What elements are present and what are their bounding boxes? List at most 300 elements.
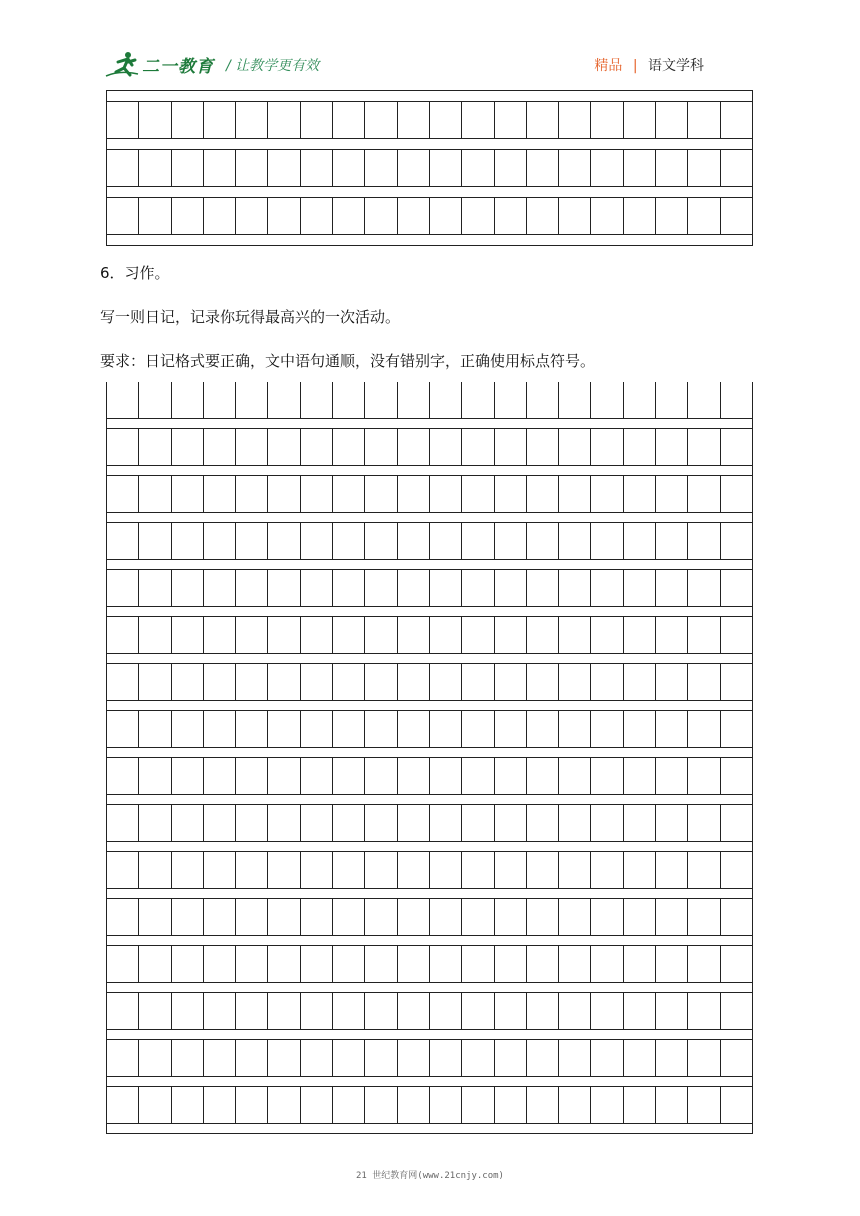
grid-cell[interactable] <box>365 570 397 606</box>
grid-cell[interactable] <box>333 382 365 418</box>
grid-cell[interactable] <box>107 758 139 794</box>
grid-cell[interactable] <box>139 570 171 606</box>
grid-cell[interactable] <box>398 198 430 234</box>
grid-cell[interactable] <box>139 946 171 982</box>
grid-cell[interactable] <box>365 805 397 841</box>
grid-cell[interactable] <box>495 993 527 1029</box>
grid-cell[interactable] <box>398 617 430 653</box>
grid-cell[interactable] <box>591 617 623 653</box>
grid-cell[interactable] <box>721 476 752 512</box>
grid-cell[interactable] <box>462 429 494 465</box>
grid-cell[interactable] <box>204 617 236 653</box>
grid-cell[interactable] <box>591 102 623 138</box>
grid-cell[interactable] <box>656 805 688 841</box>
grid-cell[interactable] <box>721 617 752 653</box>
grid-cell[interactable] <box>527 946 559 982</box>
grid-cell[interactable] <box>236 102 268 138</box>
grid-cell[interactable] <box>559 899 591 935</box>
grid-cell[interactable] <box>495 102 527 138</box>
grid-cell[interactable] <box>430 758 462 794</box>
grid-cell[interactable] <box>559 664 591 700</box>
grid-cell[interactable] <box>591 523 623 559</box>
grid-cell[interactable] <box>527 899 559 935</box>
grid-cell[interactable] <box>624 102 656 138</box>
grid-cell[interactable] <box>462 852 494 888</box>
grid-cell[interactable] <box>430 476 462 512</box>
grid-cell[interactable] <box>398 993 430 1029</box>
grid-cell[interactable] <box>559 758 591 794</box>
grid-cell[interactable] <box>527 711 559 747</box>
grid-cell[interactable] <box>365 711 397 747</box>
grid-cell[interactable] <box>591 852 623 888</box>
grid-cell[interactable] <box>624 617 656 653</box>
grid-cell[interactable] <box>656 429 688 465</box>
grid-cell[interactable] <box>656 758 688 794</box>
grid-cell[interactable] <box>107 664 139 700</box>
grid-cell[interactable] <box>365 523 397 559</box>
grid-cell[interactable] <box>495 1040 527 1076</box>
grid-cell[interactable] <box>656 664 688 700</box>
grid-cell[interactable] <box>559 1087 591 1123</box>
grid-cell[interactable] <box>721 758 752 794</box>
grid-cell[interactable] <box>430 852 462 888</box>
grid-cell[interactable] <box>333 758 365 794</box>
grid-cell[interactable] <box>624 570 656 606</box>
grid-cell[interactable] <box>688 758 720 794</box>
grid-cell[interactable] <box>301 1087 333 1123</box>
grid-cell[interactable] <box>559 382 591 418</box>
grid-cell[interactable] <box>268 664 300 700</box>
grid-cell[interactable] <box>204 570 236 606</box>
grid-cell[interactable] <box>462 758 494 794</box>
grid-cell[interactable] <box>172 1040 204 1076</box>
grid-cell[interactable] <box>172 852 204 888</box>
grid-cell[interactable] <box>398 150 430 186</box>
grid-cell[interactable] <box>365 899 397 935</box>
grid-cell[interactable] <box>204 899 236 935</box>
grid-cell[interactable] <box>462 1040 494 1076</box>
grid-cell[interactable] <box>204 664 236 700</box>
grid-cell[interactable] <box>688 476 720 512</box>
grid-cell[interactable] <box>688 382 720 418</box>
grid-cell[interactable] <box>107 150 139 186</box>
grid-cell[interactable] <box>333 102 365 138</box>
grid-cell[interactable] <box>301 523 333 559</box>
grid-cell[interactable] <box>107 198 139 234</box>
grid-cell[interactable] <box>172 570 204 606</box>
grid-cell[interactable] <box>559 1040 591 1076</box>
grid-cell[interactable] <box>107 382 139 418</box>
grid-cell[interactable] <box>139 382 171 418</box>
grid-cell[interactable] <box>398 476 430 512</box>
grid-cell[interactable] <box>333 664 365 700</box>
grid-cell[interactable] <box>236 664 268 700</box>
grid-cell[interactable] <box>624 476 656 512</box>
grid-cell[interactable] <box>398 523 430 559</box>
grid-cell[interactable] <box>268 711 300 747</box>
grid-cell[interactable] <box>107 102 139 138</box>
grid-cell[interactable] <box>430 617 462 653</box>
grid-cell[interactable] <box>139 711 171 747</box>
grid-cell[interactable] <box>365 429 397 465</box>
grid-cell[interactable] <box>107 946 139 982</box>
grid-cell[interactable] <box>656 102 688 138</box>
grid-cell[interactable] <box>721 664 752 700</box>
grid-cell[interactable] <box>172 758 204 794</box>
grid-cell[interactable] <box>139 805 171 841</box>
grid-cell[interactable] <box>268 805 300 841</box>
grid-cell[interactable] <box>495 523 527 559</box>
grid-cell[interactable] <box>301 664 333 700</box>
grid-cell[interactable] <box>527 429 559 465</box>
grid-cell[interactable] <box>365 617 397 653</box>
grid-cell[interactable] <box>688 899 720 935</box>
grid-cell[interactable] <box>365 758 397 794</box>
grid-cell[interactable] <box>398 852 430 888</box>
grid-cell[interactable] <box>462 150 494 186</box>
grid-cell[interactable] <box>495 570 527 606</box>
grid-cell[interactable] <box>430 429 462 465</box>
grid-cell[interactable] <box>624 1040 656 1076</box>
grid-cell[interactable] <box>236 523 268 559</box>
grid-cell[interactable] <box>268 1087 300 1123</box>
grid-cell[interactable] <box>624 711 656 747</box>
grid-cell[interactable] <box>204 1040 236 1076</box>
grid-cell[interactable] <box>204 198 236 234</box>
grid-cell[interactable] <box>139 523 171 559</box>
grid-cell[interactable] <box>591 758 623 794</box>
grid-cell[interactable] <box>268 758 300 794</box>
grid-cell[interactable] <box>139 150 171 186</box>
grid-cell[interactable] <box>365 946 397 982</box>
grid-cell[interactable] <box>688 852 720 888</box>
grid-cell[interactable] <box>301 476 333 512</box>
grid-cell[interactable] <box>559 429 591 465</box>
grid-cell[interactable] <box>204 805 236 841</box>
grid-cell[interactable] <box>398 1040 430 1076</box>
grid-cell[interactable] <box>591 1087 623 1123</box>
grid-cell[interactable] <box>591 899 623 935</box>
grid-cell[interactable] <box>559 523 591 559</box>
grid-cell[interactable] <box>236 852 268 888</box>
grid-cell[interactable] <box>559 150 591 186</box>
grid-cell[interactable] <box>591 429 623 465</box>
grid-cell[interactable] <box>559 946 591 982</box>
grid-cell[interactable] <box>462 570 494 606</box>
grid-cell[interactable] <box>236 1040 268 1076</box>
grid-cell[interactable] <box>365 198 397 234</box>
grid-cell[interactable] <box>462 946 494 982</box>
grid-cell[interactable] <box>333 1087 365 1123</box>
grid-cell[interactable] <box>527 1040 559 1076</box>
grid-cell[interactable] <box>333 570 365 606</box>
grid-cell[interactable] <box>527 570 559 606</box>
grid-cell[interactable] <box>236 150 268 186</box>
grid-cell[interactable] <box>204 429 236 465</box>
grid-cell[interactable] <box>624 664 656 700</box>
grid-cell[interactable] <box>527 476 559 512</box>
grid-cell[interactable] <box>624 198 656 234</box>
grid-cell[interactable] <box>624 758 656 794</box>
grid-cell[interactable] <box>527 150 559 186</box>
grid-cell[interactable] <box>688 664 720 700</box>
grid-cell[interactable] <box>236 993 268 1029</box>
grid-cell[interactable] <box>430 664 462 700</box>
grid-cell[interactable] <box>591 198 623 234</box>
grid-cell[interactable] <box>656 617 688 653</box>
grid-cell[interactable] <box>559 617 591 653</box>
grid-cell[interactable] <box>204 993 236 1029</box>
grid-cell[interactable] <box>139 198 171 234</box>
grid-cell[interactable] <box>591 664 623 700</box>
grid-cell[interactable] <box>591 476 623 512</box>
grid-cell[interactable] <box>172 429 204 465</box>
grid-cell[interactable] <box>236 617 268 653</box>
grid-cell[interactable] <box>172 102 204 138</box>
grid-cell[interactable] <box>559 993 591 1029</box>
grid-cell[interactable] <box>301 150 333 186</box>
grid-cell[interactable] <box>462 102 494 138</box>
grid-cell[interactable] <box>559 570 591 606</box>
grid-cell[interactable] <box>688 570 720 606</box>
grid-cell[interactable] <box>268 102 300 138</box>
grid-cell[interactable] <box>107 429 139 465</box>
grid-cell[interactable] <box>236 1087 268 1123</box>
grid-cell[interactable] <box>398 899 430 935</box>
grid-cell[interactable] <box>107 805 139 841</box>
grid-cell[interactable] <box>559 805 591 841</box>
grid-cell[interactable] <box>398 758 430 794</box>
grid-cell[interactable] <box>333 852 365 888</box>
grid-cell[interactable] <box>398 946 430 982</box>
grid-cell[interactable] <box>236 899 268 935</box>
grid-cell[interactable] <box>721 1087 752 1123</box>
grid-cell[interactable] <box>172 805 204 841</box>
grid-cell[interactable] <box>430 382 462 418</box>
grid-cell[interactable] <box>107 570 139 606</box>
grid-cell[interactable] <box>268 382 300 418</box>
grid-cell[interactable] <box>721 523 752 559</box>
grid-cell[interactable] <box>527 664 559 700</box>
grid-cell[interactable] <box>559 711 591 747</box>
grid-cell[interactable] <box>172 946 204 982</box>
grid-cell[interactable] <box>430 946 462 982</box>
grid-cell[interactable] <box>236 198 268 234</box>
grid-cell[interactable] <box>656 946 688 982</box>
grid-cell[interactable] <box>333 805 365 841</box>
grid-cell[interactable] <box>204 476 236 512</box>
grid-cell[interactable] <box>527 523 559 559</box>
grid-cell[interactable] <box>688 1040 720 1076</box>
grid-cell[interactable] <box>559 198 591 234</box>
grid-cell[interactable] <box>398 429 430 465</box>
grid-cell[interactable] <box>721 852 752 888</box>
grid-cell[interactable] <box>591 150 623 186</box>
grid-cell[interactable] <box>365 1040 397 1076</box>
grid-cell[interactable] <box>236 946 268 982</box>
grid-cell[interactable] <box>333 899 365 935</box>
grid-cell[interactable] <box>301 570 333 606</box>
grid-cell[interactable] <box>559 852 591 888</box>
grid-cell[interactable] <box>172 899 204 935</box>
grid-cell[interactable] <box>462 476 494 512</box>
grid-cell[interactable] <box>721 382 752 418</box>
grid-cell[interactable] <box>624 805 656 841</box>
grid-cell[interactable] <box>591 805 623 841</box>
grid-cell[interactable] <box>236 758 268 794</box>
grid-cell[interactable] <box>268 523 300 559</box>
grid-cell[interactable] <box>495 476 527 512</box>
grid-cell[interactable] <box>462 382 494 418</box>
grid-cell[interactable] <box>462 523 494 559</box>
grid-cell[interactable] <box>721 993 752 1029</box>
grid-cell[interactable] <box>721 150 752 186</box>
grid-cell[interactable] <box>656 198 688 234</box>
grid-cell[interactable] <box>624 150 656 186</box>
grid-cell[interactable] <box>236 570 268 606</box>
grid-cell[interactable] <box>333 946 365 982</box>
grid-cell[interactable] <box>495 150 527 186</box>
grid-cell[interactable] <box>527 102 559 138</box>
grid-cell[interactable] <box>591 993 623 1029</box>
grid-cell[interactable] <box>301 382 333 418</box>
grid-cell[interactable] <box>688 1087 720 1123</box>
grid-cell[interactable] <box>365 382 397 418</box>
grid-cell[interactable] <box>430 805 462 841</box>
grid-cell[interactable] <box>398 1087 430 1123</box>
grid-cell[interactable] <box>527 758 559 794</box>
grid-cell[interactable] <box>398 711 430 747</box>
grid-cell[interactable] <box>656 382 688 418</box>
grid-cell[interactable] <box>365 993 397 1029</box>
grid-cell[interactable] <box>204 946 236 982</box>
grid-cell[interactable] <box>301 711 333 747</box>
grid-cell[interactable] <box>462 1087 494 1123</box>
grid-cell[interactable] <box>398 382 430 418</box>
grid-cell[interactable] <box>236 805 268 841</box>
grid-cell[interactable] <box>172 150 204 186</box>
grid-cell[interactable] <box>107 852 139 888</box>
grid-cell[interactable] <box>139 993 171 1029</box>
grid-cell[interactable] <box>624 852 656 888</box>
grid-cell[interactable] <box>721 198 752 234</box>
grid-cell[interactable] <box>527 382 559 418</box>
grid-cell[interactable] <box>204 382 236 418</box>
grid-cell[interactable] <box>365 852 397 888</box>
grid-cell[interactable] <box>656 1087 688 1123</box>
grid-cell[interactable] <box>204 852 236 888</box>
grid-cell[interactable] <box>688 617 720 653</box>
grid-cell[interactable] <box>301 899 333 935</box>
grid-cell[interactable] <box>107 711 139 747</box>
grid-cell[interactable] <box>624 429 656 465</box>
grid-cell[interactable] <box>624 523 656 559</box>
grid-cell[interactable] <box>591 382 623 418</box>
grid-cell[interactable] <box>527 617 559 653</box>
grid-cell[interactable] <box>656 523 688 559</box>
grid-cell[interactable] <box>462 664 494 700</box>
grid-cell[interactable] <box>527 1087 559 1123</box>
grid-cell[interactable] <box>107 1040 139 1076</box>
grid-cell[interactable] <box>107 476 139 512</box>
grid-cell[interactable] <box>462 198 494 234</box>
grid-cell[interactable] <box>398 664 430 700</box>
grid-cell[interactable] <box>204 711 236 747</box>
grid-cell[interactable] <box>139 102 171 138</box>
grid-cell[interactable] <box>172 1087 204 1123</box>
grid-cell[interactable] <box>268 429 300 465</box>
grid-cell[interactable] <box>398 570 430 606</box>
grid-cell[interactable] <box>301 758 333 794</box>
grid-cell[interactable] <box>204 758 236 794</box>
grid-cell[interactable] <box>139 1087 171 1123</box>
grid-cell[interactable] <box>268 150 300 186</box>
grid-cell[interactable] <box>172 198 204 234</box>
grid-cell[interactable] <box>268 899 300 935</box>
grid-cell[interactable] <box>333 150 365 186</box>
grid-cell[interactable] <box>462 899 494 935</box>
grid-cell[interactable] <box>688 805 720 841</box>
grid-cell[interactable] <box>301 946 333 982</box>
grid-cell[interactable] <box>301 1040 333 1076</box>
grid-cell[interactable] <box>139 476 171 512</box>
grid-cell[interactable] <box>721 102 752 138</box>
grid-cell[interactable] <box>172 664 204 700</box>
grid-cell[interactable] <box>688 150 720 186</box>
grid-cell[interactable] <box>398 102 430 138</box>
grid-cell[interactable] <box>204 150 236 186</box>
grid-cell[interactable] <box>139 1040 171 1076</box>
grid-cell[interactable] <box>365 664 397 700</box>
grid-cell[interactable] <box>495 758 527 794</box>
grid-cell[interactable] <box>365 102 397 138</box>
grid-cell[interactable] <box>624 382 656 418</box>
grid-cell[interactable] <box>268 946 300 982</box>
grid-cell[interactable] <box>721 899 752 935</box>
grid-cell[interactable] <box>559 476 591 512</box>
grid-cell[interactable] <box>139 758 171 794</box>
grid-cell[interactable] <box>268 1040 300 1076</box>
grid-cell[interactable] <box>430 899 462 935</box>
grid-cell[interactable] <box>462 617 494 653</box>
grid-cell[interactable] <box>495 664 527 700</box>
grid-cell[interactable] <box>430 150 462 186</box>
grid-cell[interactable] <box>398 805 430 841</box>
grid-cell[interactable] <box>495 899 527 935</box>
grid-cell[interactable] <box>333 476 365 512</box>
grid-cell[interactable] <box>721 805 752 841</box>
grid-cell[interactable] <box>624 993 656 1029</box>
grid-cell[interactable] <box>430 570 462 606</box>
grid-cell[interactable] <box>495 852 527 888</box>
grid-cell[interactable] <box>656 899 688 935</box>
grid-cell[interactable] <box>527 993 559 1029</box>
grid-cell[interactable] <box>301 805 333 841</box>
grid-cell[interactable] <box>172 523 204 559</box>
grid-cell[interactable] <box>172 382 204 418</box>
grid-cell[interactable] <box>495 946 527 982</box>
grid-cell[interactable] <box>268 570 300 606</box>
grid-cell[interactable] <box>656 476 688 512</box>
grid-cell[interactable] <box>591 1040 623 1076</box>
grid-cell[interactable] <box>301 852 333 888</box>
grid-cell[interactable] <box>107 993 139 1029</box>
grid-cell[interactable] <box>236 429 268 465</box>
grid-cell[interactable] <box>333 429 365 465</box>
grid-cell[interactable] <box>107 617 139 653</box>
grid-cell[interactable] <box>495 617 527 653</box>
grid-cell[interactable] <box>301 617 333 653</box>
